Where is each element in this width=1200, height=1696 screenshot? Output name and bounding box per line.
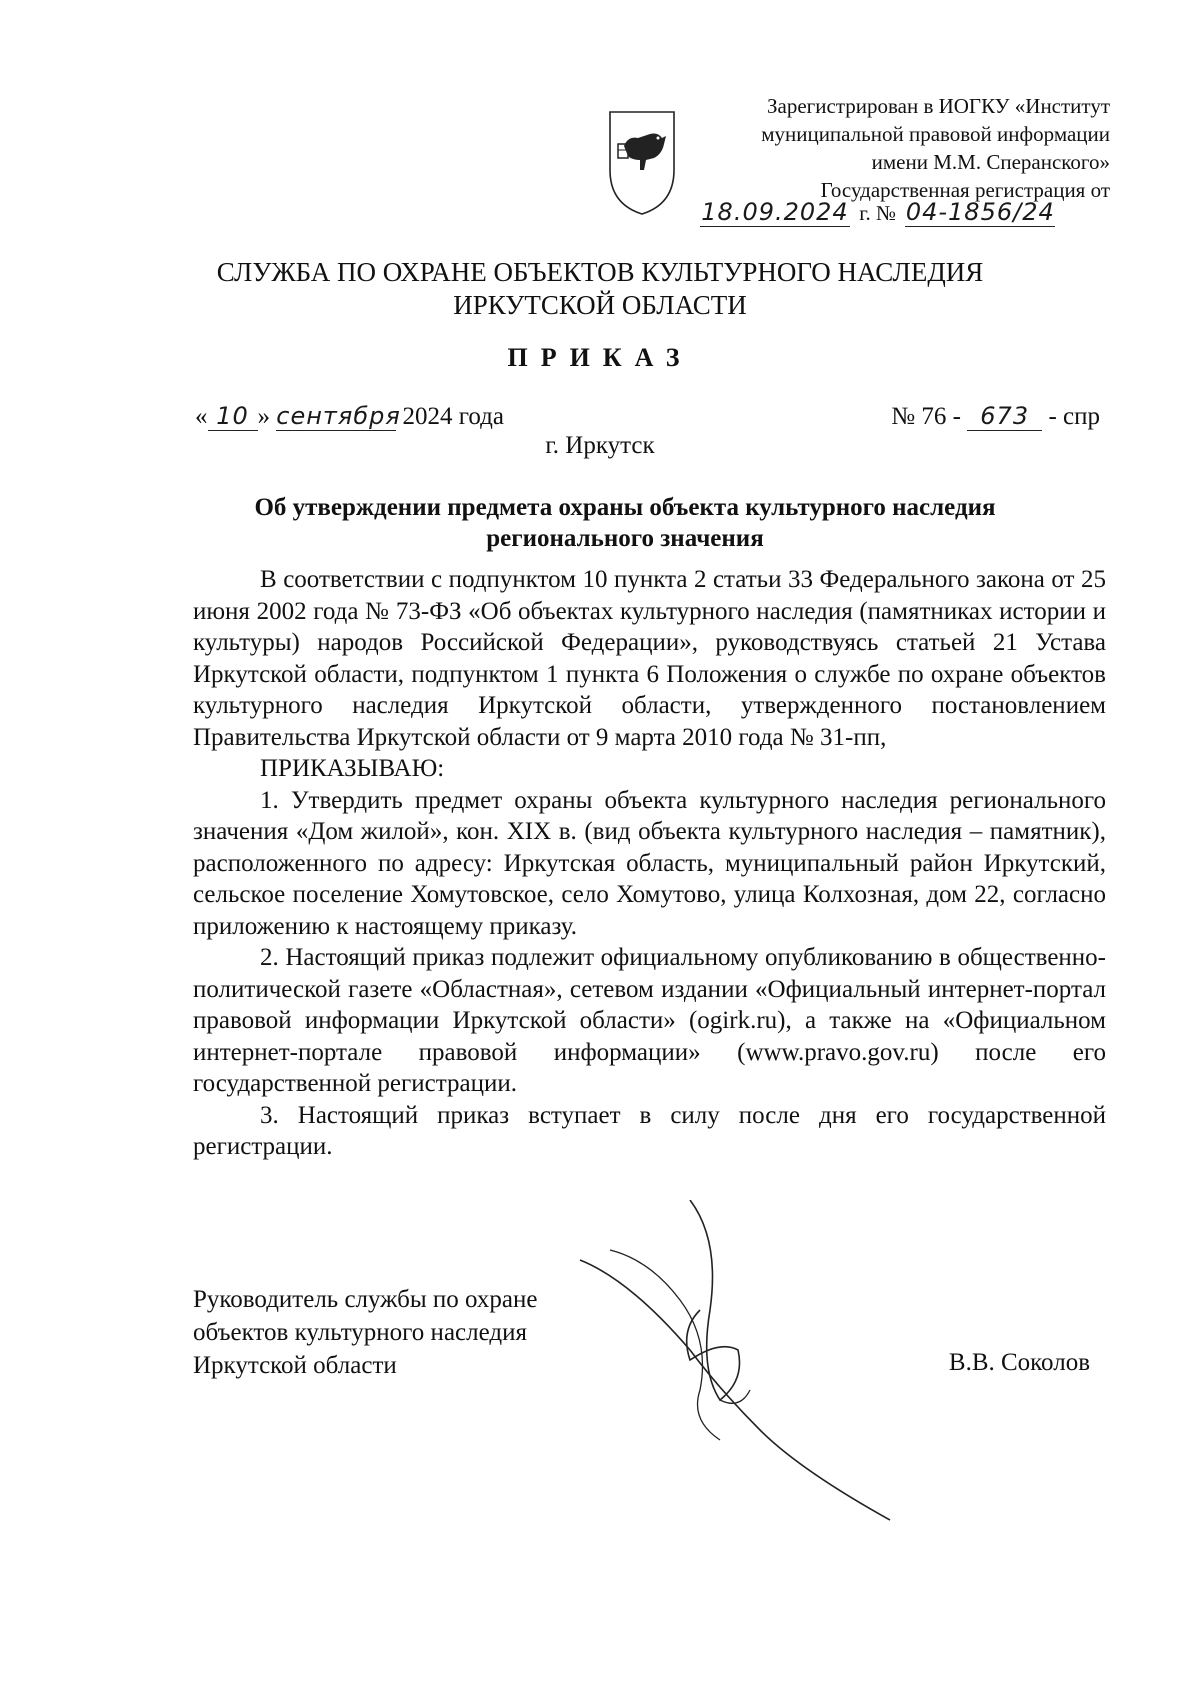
order-day: 10 [208,402,258,431]
signatory-line-1: Руководитель службы по охране [193,1286,538,1313]
clause-2: 2. Настоящий приказ подлежит официальному опубликованию в общественно-политической газете «Областная», сетевом издании «Официальный интернет-портал правовой информации Иркутской области» (ogirk.ru), а также на «Официальном интернет-портале правовой информации» (www.pravo.gov.ru) после его государственной регистрации. [193,944,1106,1097]
registration-line-2: муниципальной правовой информации [761,122,1110,146]
registration-date: 18.09.2024 [701,198,849,226]
registration-line-3: имени М.М. Сперанского» [871,150,1110,174]
subject-line-1: Об утверждении предмета охраны объекта культурного наследия [254,494,996,521]
order-number [891,402,1100,431]
registration-number-label: г. № [859,201,897,225]
coat-of-arms-emblem [606,108,678,223]
registration-number: 04-1856/24 [905,198,1055,226]
registration-date-number [700,198,1120,227]
order-month: сентября [276,402,401,430]
subject-line-2: регионального значения [486,525,764,552]
order-number-prefix: № 76 - [891,403,961,430]
order-date: « 10 » сентября 2024 года [195,402,504,430]
agency-line-1: СЛУЖБА ПО ОХРАНЕ ОБЪЕКТОВ КУЛЬТУРНОГО НАСЛЕДИЯ [216,257,984,287]
signatory-line-3: Иркутской области [193,1352,397,1379]
signatory-name: В.В. Соколов [948,1349,1090,1376]
order-number-value: 673 [967,402,1042,431]
order-subject [180,492,1070,554]
registration-line-1: Зарегистрирован в ИОГКУ «Институт [766,94,1110,118]
agency-heading [0,256,1200,322]
document-type: ПРИКАЗ [507,343,693,372]
preamble-paragraph: В соответствии с подпунктом 10 пункта 2 статьи 33 Федерального закона от 25 июня 2002 года № 73-ФЗ «Об объектах культурного наследия (памятниках истории и культуры) народов Российской Федерации», руководствуясь статьей 21 Устава Иркутской области, подпунктом 1 пункта 6 Положения о службе по охране объектов культурного наследия Иркутской области, утвержденного постановлением Правительства Иркутской области от 9 марта 2010 года № 31-пп, [193,566,1106,751]
registration-line-4: Государственная регистрация от [820,178,1110,202]
handwritten-signature [570,1200,900,1535]
order-body [193,564,1106,1163]
clause-3: 3. Настоящий приказ вступает в силу после дня его государственной регистрации. [193,1101,1106,1160]
order-number-suffix: - спр [1048,403,1100,430]
order-year: 2024 года [402,403,504,430]
order-directive: ПРИКАЗЫВАЮ: [260,755,445,782]
signatory-position [193,1283,537,1382]
order-city: г. Иркутск [545,432,655,459]
clause-1: 1. Утвердить предмет охраны объекта культурного наследия регионального значения «Дом жилой», кон. XIX в. (вид объекта культурного наследия – памятник), расположенного по адресу: Иркутская область, муниципальный район Иркутский, сельское поселение Хомутовское, село Хомутово, улица Колхозная, дом 22, согласно приложению к настоящему приказу. [193,786,1106,940]
registration-stamp [700,92,1110,204]
agency-line-2: ИРКУТСКОЙ ОБЛАСТИ [453,290,747,320]
signatory-line-2: объектов культурного наследия [193,1319,527,1346]
